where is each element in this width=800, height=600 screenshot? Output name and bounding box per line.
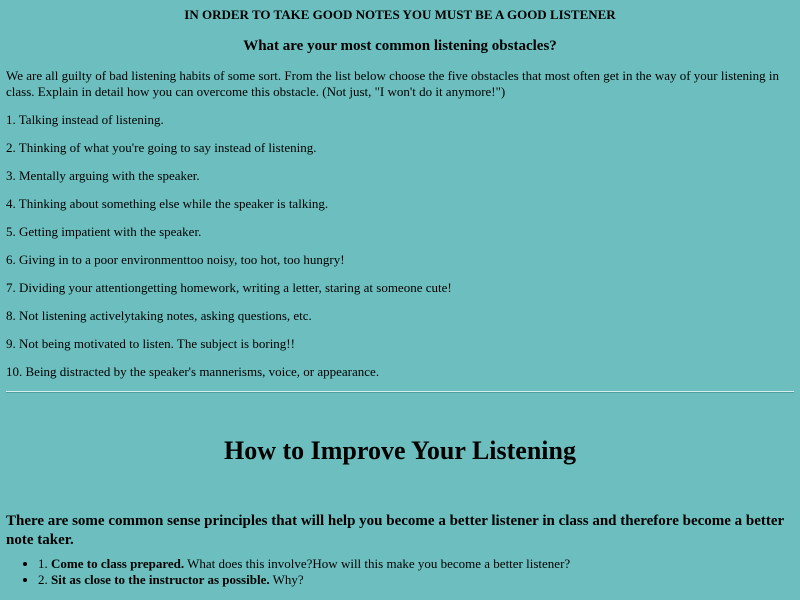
obstacles-list [6, 112, 794, 380]
obstacle-item: 10. Being distracted by the speaker's mannerisms, voice, or appearance. [6, 364, 380, 379]
obstacle-item: 4. Thinking about something else while the speaker is talking. [6, 196, 329, 211]
tip-heading: Sit as close to the instructor as possible. [51, 572, 270, 587]
intro-paragraph: We are all guilty of bad listening habits of some sort. From the list below choose the five obstacles that most often get in the way of your listening in class. Explain in detail how you can overcome this obstacle. (Not just, "I won't do it anymore!") [6, 68, 780, 99]
obstacle-item: 3. Mentally arguing with the speaker. [6, 168, 200, 183]
tip-item [38, 556, 794, 572]
tip-item [38, 572, 794, 588]
section-title: How to Improve Your Listening [224, 436, 576, 465]
obstacle-item: 5. Getting impatient with the speaker. [6, 224, 202, 239]
principles-intro: There are some common sense principles that will help you become a better listener in class and therefore become a better note taker. [6, 513, 784, 548]
obstacle-item: 2. Thinking of what you're going to say instead of listening. [6, 140, 317, 155]
section-divider [6, 391, 794, 393]
obstacle-item: 1. Talking instead of listening. [6, 112, 164, 127]
obstacles-question: What are your most common listening obstacles? [243, 38, 557, 54]
tip-number: 2. [38, 572, 48, 587]
tips-list [6, 556, 794, 588]
page-heading: IN ORDER TO TAKE GOOD NOTES YOU MUST BE A GOOD LISTENER [184, 7, 616, 22]
tip-text: What does this involve?How will this make you become a better listener? [187, 556, 571, 571]
tip-text: Why? [272, 572, 304, 587]
obstacle-item: 7. Dividing your attentiongetting homework, writing a letter, staring at someone cute! [6, 280, 452, 295]
obstacle-item: 8. Not listening activelytaking notes, asking questions, etc. [6, 308, 312, 323]
tip-number: 1. [38, 556, 48, 571]
obstacle-item: 6. Giving in to a poor environmenttoo noisy, too hot, too hungry! [6, 252, 345, 267]
obstacle-item: 9. Not being motivated to listen. The subject is boring!! [6, 336, 295, 351]
tip-heading: Come to class prepared. [51, 556, 185, 571]
